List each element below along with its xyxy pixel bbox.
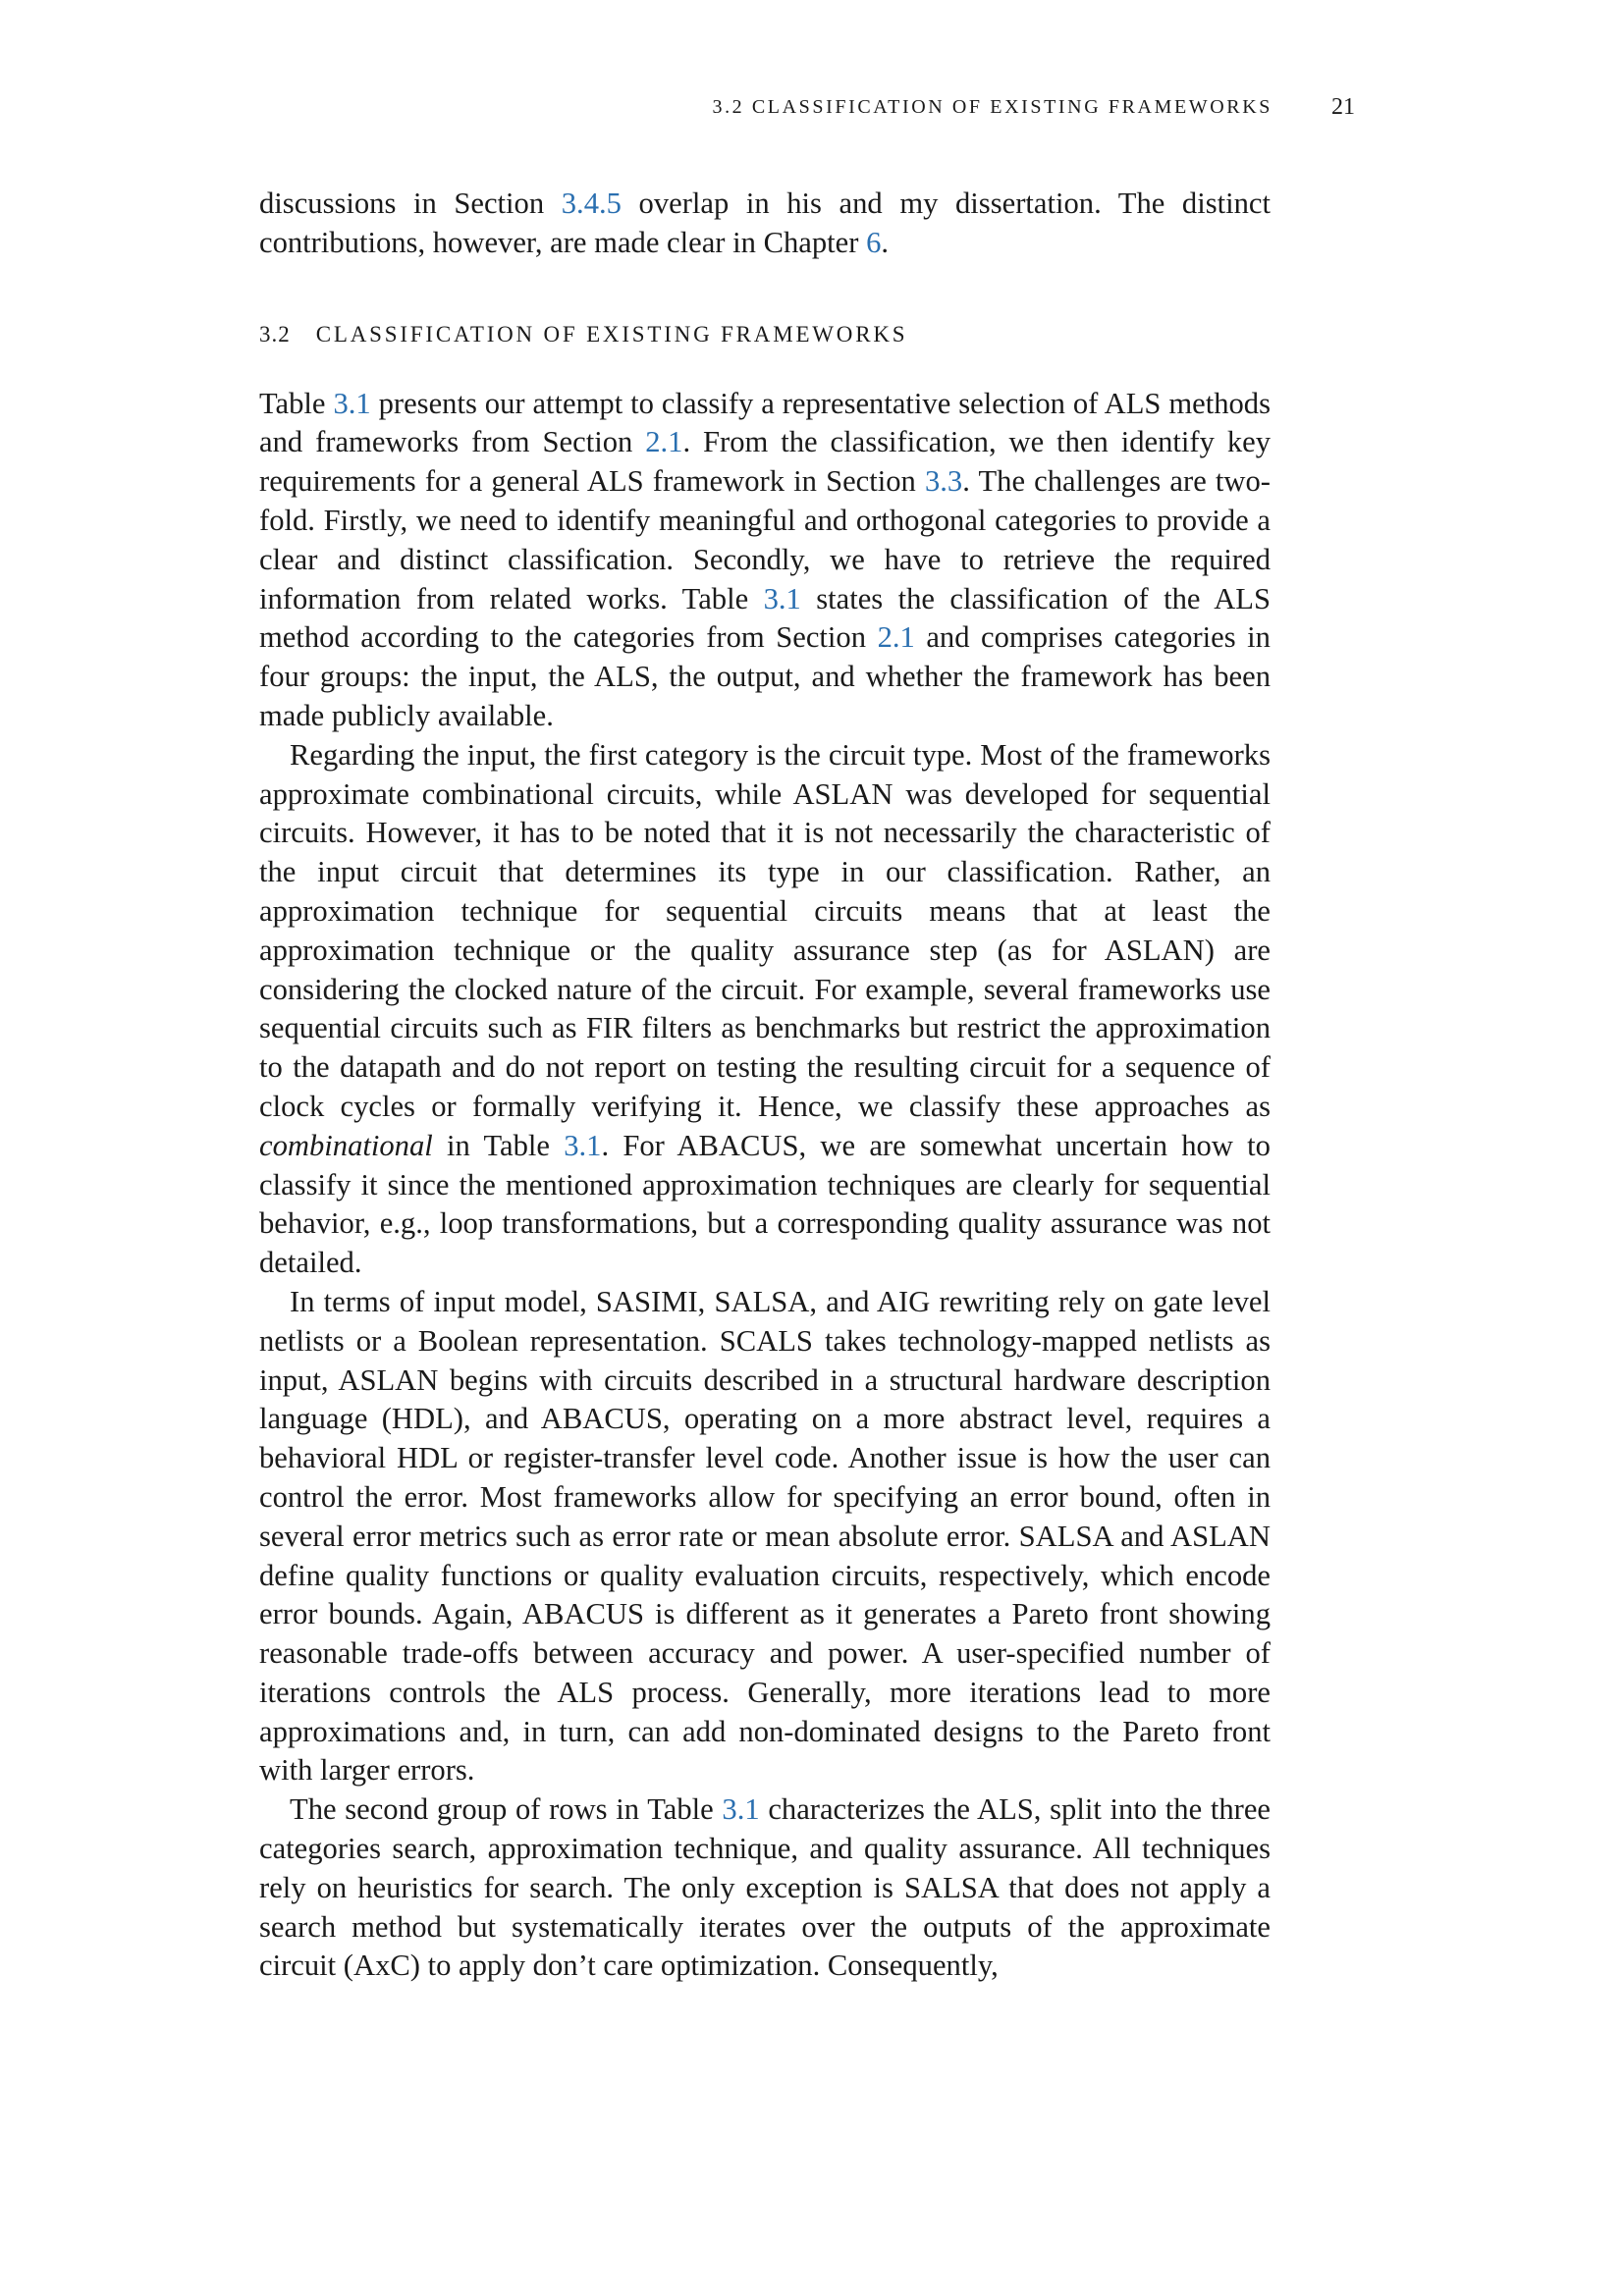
- table-ref-link[interactable]: 3.1: [564, 1128, 602, 1162]
- section-heading: [259, 320, 1271, 349]
- paragraph: [259, 1283, 1271, 1790]
- page-number: 21: [1331, 94, 1355, 120]
- section-ref-link[interactable]: 2.1: [645, 425, 683, 459]
- text-run: and comprises categories in four groups: the input, the ALS, the output, and whether the framework has been made publicly available.: [259, 620, 1271, 732]
- text-run: . The challenges are two-fold. Firstly, we need to identify meaningful and orthogonal categories to provide a clear and distinct classification. Secondly, we have to retrieve the required information from related works. Table: [259, 464, 1271, 615]
- text-run: presents our attempt to classify a representative selection of ALS methods and frameworks from Section: [259, 386, 1271, 459]
- text-run: In terms of input model, SASIMI, SALSA, and AIG rewriting rely on gate level netlists or a Boolean representation. SCALS takes technology-mapped netlists as input, ASLAN begins with circuits described in a structural hardware description language (HDL), and ABACUS, operating on a more abstract level, requires a behavioral HDL or register-transfer level code. Another issue is how the user can control the error. Most frameworks allow for specifying an error bound, often in several error metrics such as error rate or mean absolute error. SALSA and ASLAN define quality functions or quality evaluation circuits, respectively, which encode error bounds. Again, ABACUS is different as it generates a Pareto front showing reasonable trade-offs between accuracy and power. A user-specified number of iterations controls the ALS process. Generally, more iterations lead to more approximations and, in turn, can add non-dominated designs to the Pareto front with larger errors.: [259, 1284, 1271, 1788]
- text-run: Table: [259, 386, 334, 420]
- table-ref-link[interactable]: 3.1: [333, 386, 371, 420]
- text-run: in Table: [432, 1128, 565, 1162]
- text-run: states the classification of the ALS method according to the categories from Section: [259, 581, 1271, 655]
- paragraph: [259, 736, 1271, 1283]
- section-ref-link[interactable]: 3.4.5: [561, 187, 622, 220]
- paragraph-continued: [259, 185, 1271, 263]
- text-run: overlap in his and my dissertation. The distinct contributions, however, are made clear in Chapter: [259, 187, 1271, 259]
- section-title: CLASSIFICATION OF EXISTING FRAMEWORKS: [315, 321, 908, 347]
- text-run: The second group of rows in Table: [290, 1792, 723, 1827]
- text-run: . For ABACUS, we are somewhat uncertain how to classify it since the mentioned approximation techniques are clearly for sequential behavior, e.g., loop transformations, but a corresponding quality assurance was not detailed.: [259, 1128, 1271, 1280]
- section-ref-link[interactable]: 2.1: [877, 620, 915, 655]
- section-number: 3.2: [259, 321, 291, 347]
- table-ref-link[interactable]: 3.1: [722, 1792, 760, 1827]
- chapter-ref-link[interactable]: 6: [866, 225, 882, 259]
- text-run: . From the classification, we then identify key requirements for a general ALS framework in Section: [259, 425, 1271, 499]
- section-ref-link[interactable]: 3.3: [924, 464, 963, 499]
- body-text: [259, 185, 1271, 1986]
- paragraph: [259, 385, 1271, 736]
- running-header-title: 3.2 CLASSIFICATION OF EXISTING FRAMEWORKS: [712, 96, 1272, 118]
- emphasis: combinational: [259, 1128, 433, 1162]
- text-run: Regarding the input, the first category is the circuit type. Most of the frameworks approximate combinational circuits, while ASLAN was developed for sequential circuits. However, it has to be noted that it is not necessarily the characteristic of the input circuit that determines its type in our classification. Rather, an approximation technique for sequential circuits means that at least the approximation technique or the quality assurance step (as for ASLAN) are considering the clocked nature of the circuit. For example, several frameworks use sequential circuits such as FIR filters as benchmarks but restrict the approximation to the datapath and do not report on testing the resulting circuit for a sequence of clock cycles or formally verifying it. Hence, we classify these approaches as: [259, 737, 1271, 1123]
- paragraph: [259, 1790, 1271, 1986]
- text-run: characterizes the ALS, split into the three categories search, approximation technique, and quality assurance. All techniques rely on heuristics for search. The only exception is SALSA that does not apply a search method but systematically iterates over the outputs of the approximate circuit (AxC) to apply don’t care optimization. Consequently,: [259, 1792, 1271, 1983]
- table-ref-link[interactable]: 3.1: [763, 581, 801, 615]
- text-run: .: [881, 225, 890, 259]
- text-run: discussions in Section: [259, 187, 562, 220]
